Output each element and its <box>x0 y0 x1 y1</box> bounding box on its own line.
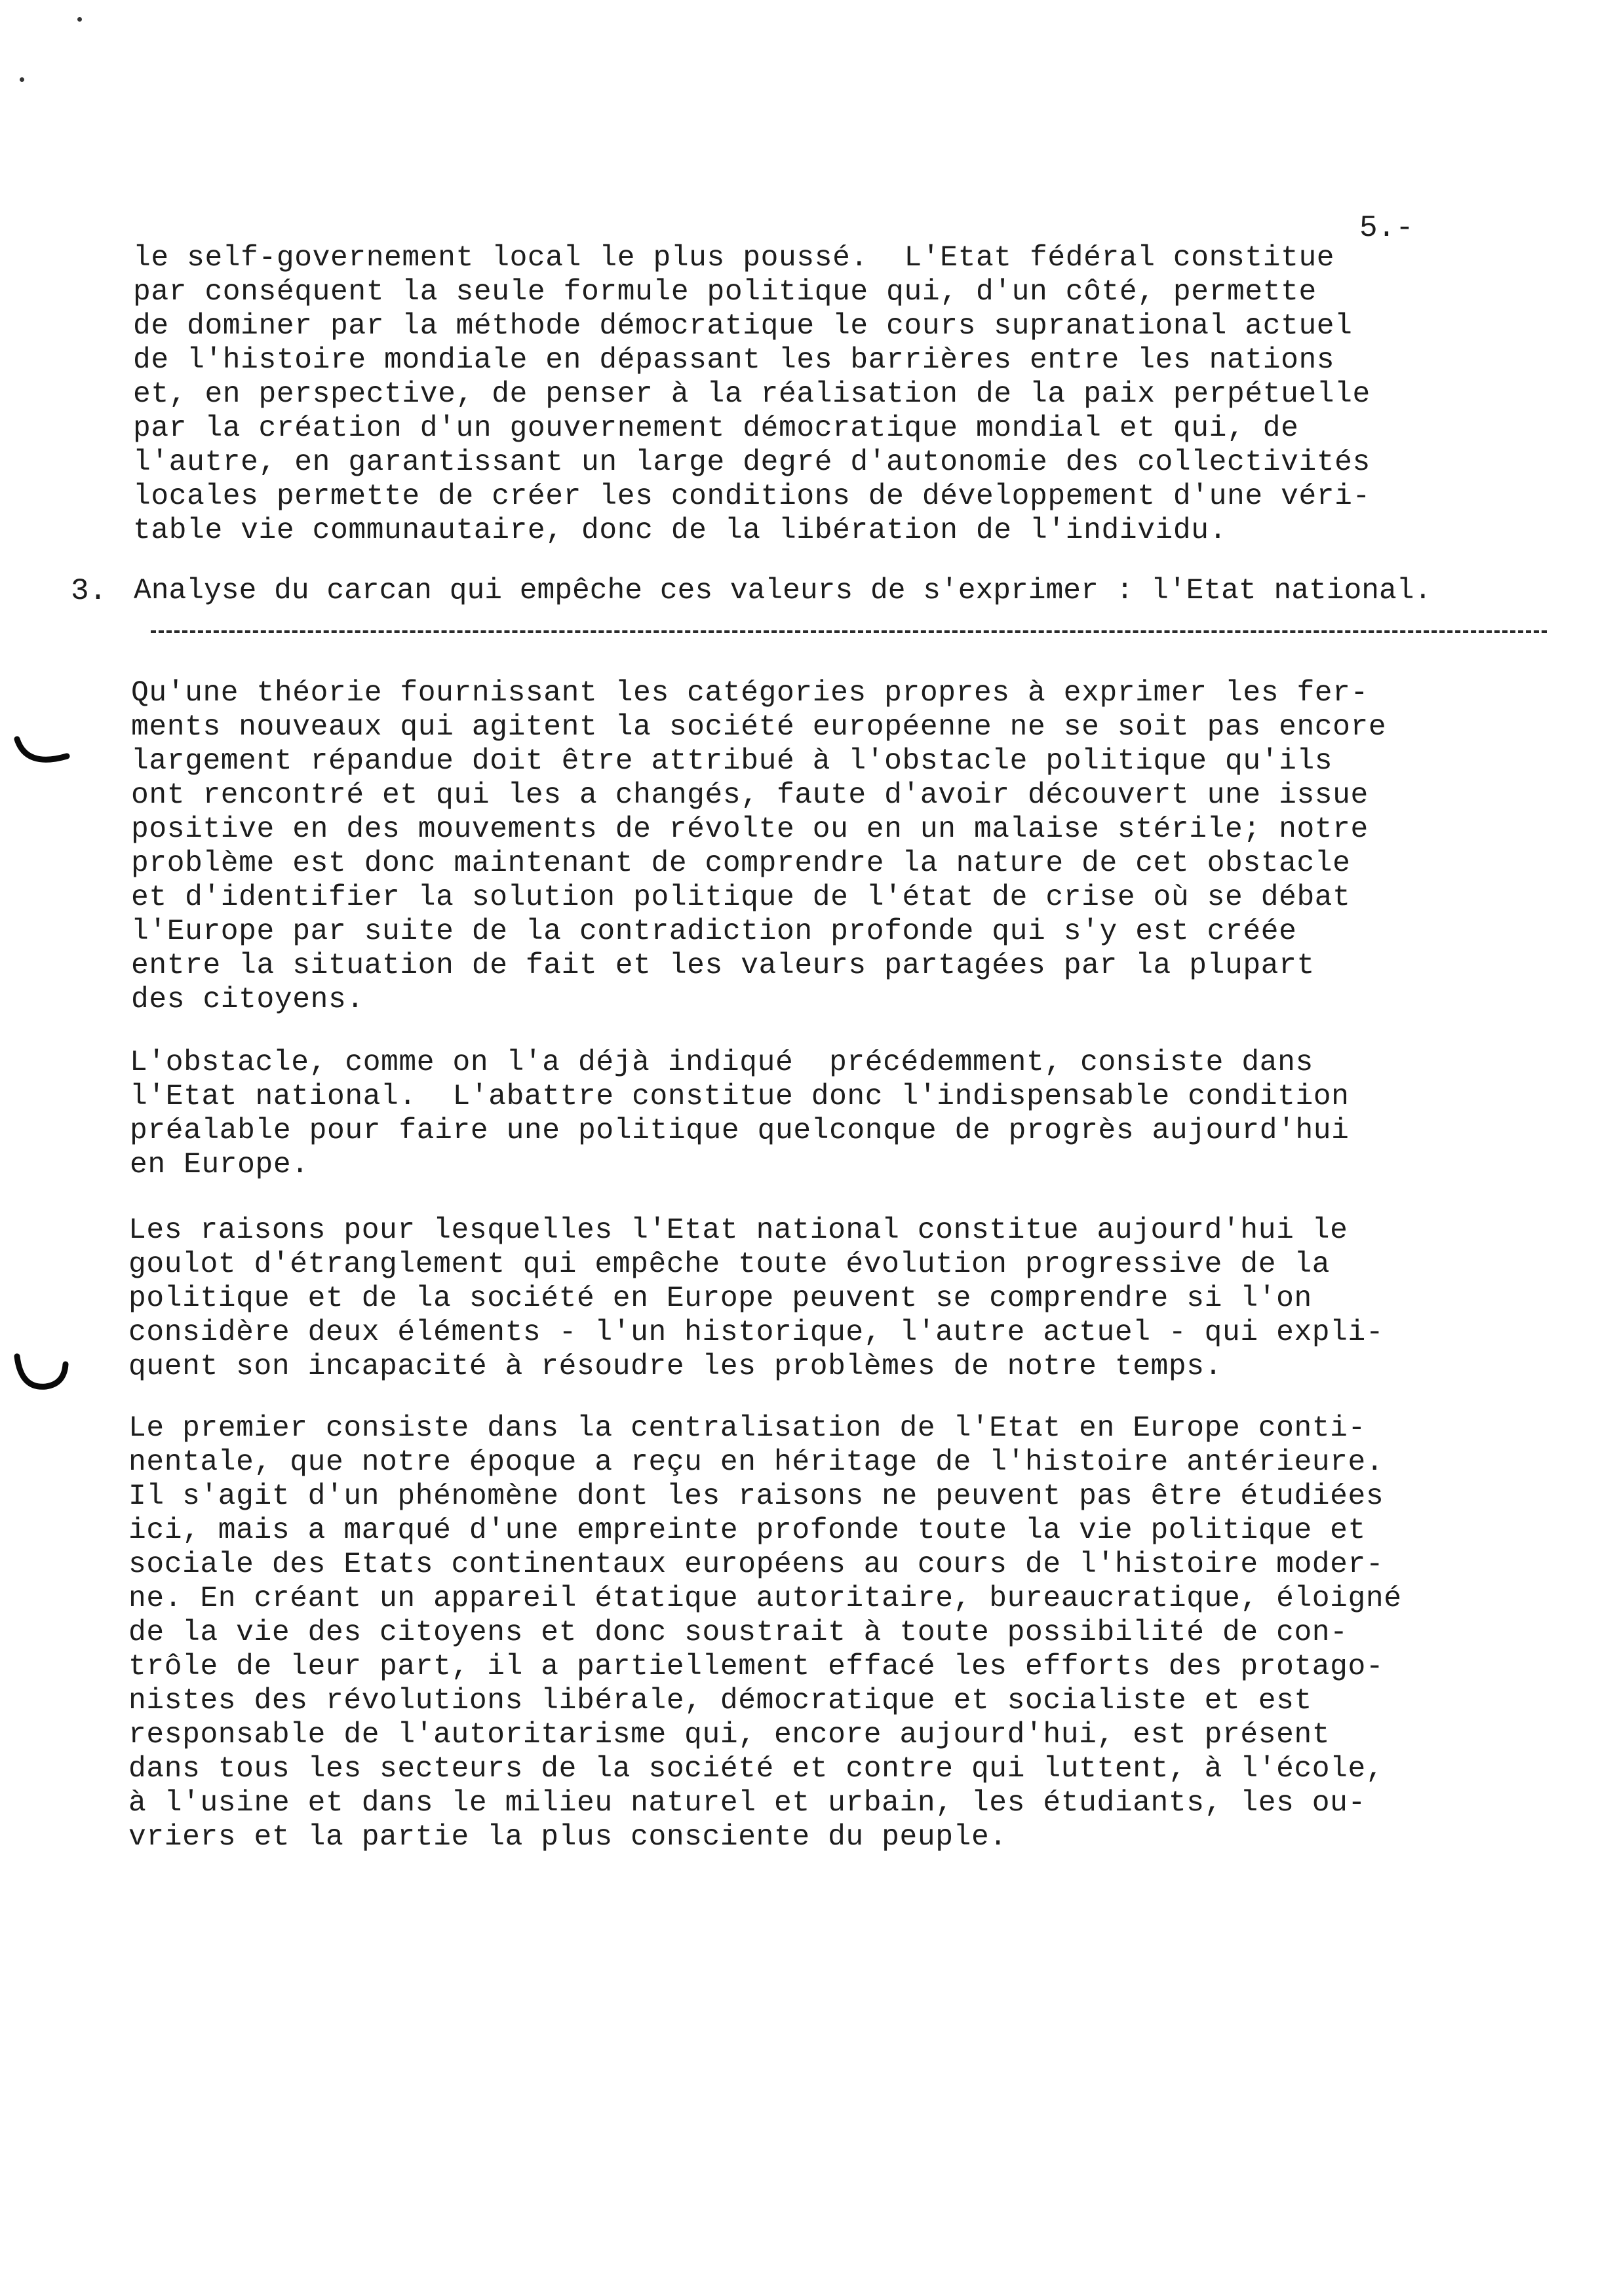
text-line: sociale des Etats continentaux européens au cours de l'histoire moder- <box>128 1548 1384 1581</box>
text-line: ici, mais a marqué d'une empreinte profonde toute la vie politique et <box>128 1514 1366 1547</box>
text-line: problème est donc maintenant de comprendre la nature de cet obstacle <box>131 847 1351 880</box>
text-line: goulot d'étranglement qui empêche toute évolution progressive de la <box>128 1248 1331 1281</box>
text-line: et d'identifier la solution politique de l'état de crise où se débat <box>131 881 1351 914</box>
text-line: par conséquent la seule formule politique qui, d'un côté, permette <box>133 276 1317 309</box>
text-line: locales permette de créer les conditions de développement d'une véri- <box>133 480 1371 513</box>
text-line: par la création d'un gouvernement démocratique mondial et qui, de <box>133 412 1299 445</box>
text-line: à l'usine et dans le milieu naturel et urbain, les étudiants, les ou- <box>128 1787 1366 1820</box>
text-line: responsable de l'autoritarisme qui, encore aujourd'hui, est présent <box>128 1719 1331 1751</box>
text-line: l'Etat national. L'abattre constitue donc l'indispensable condition <box>130 1081 1350 1113</box>
section-number: 3. <box>71 574 107 608</box>
punch-hole-mark-lower <box>12 1350 71 1396</box>
text-line: l'Europe par suite de la contradiction profonde qui s'y est créée <box>131 915 1297 948</box>
text-line: Les raisons pour lesquelles l'Etat national constitue aujourd'hui le <box>128 1214 1348 1247</box>
text-line: de l'histoire mondiale en dépassant les barrières entre les nations <box>133 344 1335 377</box>
text-line: L'obstacle, comme on l'a déjà indiqué précédemment, consiste dans <box>130 1046 1313 1079</box>
text-line: dans tous les secteurs de la société et contre qui luttent, à l'école, <box>128 1753 1384 1786</box>
text-line: largement répandue doit être attribué à l'obstacle politique qu'ils <box>131 745 1333 778</box>
text-line: vriers et la partie la plus consciente du peuple. <box>128 1821 1007 1854</box>
punch-hole-mark-upper <box>13 734 72 773</box>
heading-underline <box>151 630 1547 633</box>
text-line: table vie communautaire, donc de la libération de l'individu. <box>133 514 1227 547</box>
text-line: positive en des mouvements de révolte ou en un malaise stérile; notre <box>131 813 1369 846</box>
text-line: et, en perspective, de penser à la réalisation de la paix perpétuelle <box>133 378 1371 411</box>
text-line: en Europe. <box>130 1149 309 1181</box>
section-heading: Analyse du carcan qui empêche ces valeurs de s'exprimer : l'Etat national. <box>134 575 1432 607</box>
text-line: de la vie des citoyens et donc soustrait à toute possibilité de con- <box>128 1617 1348 1649</box>
text-line: Qu'une théorie fournissant les catégories propres à exprimer les fer- <box>131 677 1369 710</box>
text-line: le self-governement local le plus poussé. L'Etat fédéral constitue <box>133 242 1335 275</box>
text-line: ont rencontré et qui les a changés, faute d'avoir découvert une issue <box>131 779 1369 812</box>
text-line: considère deux éléments - l'un historique, l'autre actuel - qui expli- <box>128 1316 1384 1349</box>
text-line: nentale, que notre époque a reçu en héritage de l'histoire antérieure. <box>128 1446 1384 1479</box>
text-line: des citoyens. <box>131 984 364 1016</box>
margin-dot <box>20 77 24 82</box>
text-line: trôle de leur part, il a partiellement effacé les efforts des protago- <box>128 1651 1384 1683</box>
text-line: nistes des révolutions libérale, démocratique et socialiste et est <box>128 1685 1312 1717</box>
text-line: entre la situation de fait et les valeurs partagées par la plupart <box>131 949 1315 982</box>
text-line: de dominer par la méthode démocratique le cours supranational actuel <box>133 310 1353 343</box>
text-line: préalable pour faire une politique quelconque de progrès aujourd'hui <box>130 1115 1350 1147</box>
text-line: Le premier consiste dans la centralisation de l'Etat en Europe conti- <box>128 1412 1366 1445</box>
text-line: l'autre, en garantissant un large degré d'autonomie des collectivités <box>133 446 1371 479</box>
text-line: ments nouveaux qui agitent la société européenne ne se soit pas encore <box>131 711 1387 744</box>
text-line: ne. En créant un appareil étatique autoritaire, bureaucratique, éloigné <box>128 1582 1402 1615</box>
text-line: quent son incapacité à résoudre les problèmes de notre temps. <box>128 1350 1222 1383</box>
text-line: politique et de la société en Europe peuvent se comprendre si l'on <box>128 1282 1312 1315</box>
page-number: 5.- <box>1359 211 1414 245</box>
text-line: Il s'agit d'un phénomène dont les raisons ne peuvent pas être étudiées <box>128 1480 1384 1513</box>
margin-dot <box>77 17 82 22</box>
